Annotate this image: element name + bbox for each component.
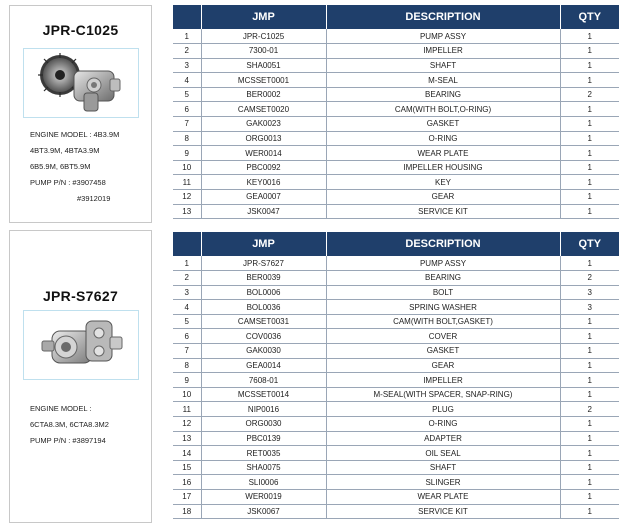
table-row xyxy=(173,431,619,446)
cell-description: IMPELLER xyxy=(326,44,560,59)
table-row xyxy=(173,314,619,329)
table-row xyxy=(173,146,619,161)
cell-qty: 1 xyxy=(560,446,619,461)
cell-qty: 1 xyxy=(560,117,619,132)
cell-jmp: MCSSET0014 xyxy=(201,387,326,402)
cell-description: GEAR xyxy=(326,358,560,373)
product-card-c1025 xyxy=(9,5,152,223)
spec-line: 6B5.9M, 6BT5.9M xyxy=(30,162,91,171)
cell-qty: 1 xyxy=(560,146,619,161)
table-row xyxy=(173,175,619,190)
cell-description: M-SEAL xyxy=(326,73,560,88)
cell-description: ADAPTER xyxy=(326,431,560,446)
col-header-no xyxy=(173,232,201,256)
cell-jmp: CAMSET0031 xyxy=(201,314,326,329)
cell-description: BOLT xyxy=(326,285,560,300)
cell-jmp: JPR-S7627 xyxy=(201,256,326,271)
cell-description: SPRING WASHER xyxy=(326,300,560,315)
cell-description: M-SEAL(WITH SPACER, SNAP-RING) xyxy=(326,387,560,402)
cell-qty: 1 xyxy=(560,358,619,373)
table-body xyxy=(173,256,619,519)
cell-qty: 1 xyxy=(560,314,619,329)
cell-no: 14 xyxy=(173,446,201,461)
cell-jmp: GEA0014 xyxy=(201,358,326,373)
cell-jmp: GAK0030 xyxy=(201,344,326,359)
cell-qty: 1 xyxy=(560,190,619,205)
cell-jmp: BOL0006 xyxy=(201,285,326,300)
cell-no: 4 xyxy=(173,300,201,315)
cell-description: IMPELLER HOUSING xyxy=(326,160,560,175)
col-header-qty: QTY xyxy=(560,5,619,29)
table-row xyxy=(173,402,619,417)
cell-jmp: BOL0036 xyxy=(201,300,326,315)
parts-table-c1025 xyxy=(173,5,619,219)
table-row xyxy=(173,285,619,300)
table-row xyxy=(173,160,619,175)
cell-qty: 1 xyxy=(560,387,619,402)
spec-block xyxy=(30,401,109,449)
cell-description: CAM(WITH BOLT,GASKET) xyxy=(326,314,560,329)
cell-no: 8 xyxy=(173,131,201,146)
cell-jmp: MCSSET0001 xyxy=(201,73,326,88)
cell-jmp: PBC0139 xyxy=(201,431,326,446)
cell-no: 2 xyxy=(173,271,201,286)
cell-qty: 1 xyxy=(560,460,619,475)
cell-jmp: NIP0016 xyxy=(201,402,326,417)
cell-description: PUMP ASSY xyxy=(326,256,560,271)
cell-qty: 1 xyxy=(560,344,619,359)
cell-description: SERVICE KIT xyxy=(326,504,560,519)
pump-photo-s7627 xyxy=(23,310,139,380)
cell-description: BEARING xyxy=(326,87,560,102)
cell-description: SHAFT xyxy=(326,58,560,73)
cell-qty: 1 xyxy=(560,102,619,117)
spec-line: ENGINE MODEL : 4B3.9M xyxy=(30,130,120,139)
cell-description: GEAR xyxy=(326,190,560,205)
cell-description: SLINGER xyxy=(326,475,560,490)
cell-no: 17 xyxy=(173,490,201,505)
cell-no: 6 xyxy=(173,329,201,344)
table-row xyxy=(173,29,619,44)
table-row xyxy=(173,504,619,519)
table-row xyxy=(173,373,619,388)
cell-no: 4 xyxy=(173,73,201,88)
cell-no: 1 xyxy=(173,29,201,44)
cell-jmp: SHA0075 xyxy=(201,460,326,475)
table-row xyxy=(173,87,619,102)
table-row xyxy=(173,460,619,475)
cell-description: OIL SEAL xyxy=(326,446,560,461)
cell-qty: 1 xyxy=(560,44,619,59)
cell-qty: 1 xyxy=(560,58,619,73)
table-row xyxy=(173,256,619,271)
table-row xyxy=(173,344,619,359)
cell-qty: 3 xyxy=(560,300,619,315)
cell-jmp: GEA0007 xyxy=(201,190,326,205)
cell-qty: 1 xyxy=(560,373,619,388)
product-card-s7627 xyxy=(9,230,152,523)
cell-qty: 1 xyxy=(560,160,619,175)
cell-no: 12 xyxy=(173,190,201,205)
cell-qty: 1 xyxy=(560,475,619,490)
product-title: JPR-C1025 xyxy=(42,22,119,38)
spec-line: PUMP P/N : #3897194 xyxy=(30,436,106,445)
cell-no: 5 xyxy=(173,87,201,102)
cell-description: BEARING xyxy=(326,271,560,286)
cell-description: GASKET xyxy=(326,344,560,359)
cell-qty: 1 xyxy=(560,204,619,219)
cell-qty: 1 xyxy=(560,504,619,519)
spec-block xyxy=(30,127,119,207)
cell-no: 11 xyxy=(173,402,201,417)
spec-line: ENGINE MODEL : xyxy=(30,404,92,413)
cell-description: KEY xyxy=(326,175,560,190)
cell-qty: 1 xyxy=(560,73,619,88)
cell-qty: 1 xyxy=(560,131,619,146)
pump-photo-c1025 xyxy=(23,48,139,118)
cell-qty: 2 xyxy=(560,87,619,102)
cell-description: SHAFT xyxy=(326,460,560,475)
cell-qty: 1 xyxy=(560,29,619,44)
col-header-jmp: JMP xyxy=(201,232,326,256)
cell-jmp: ORG0030 xyxy=(201,417,326,432)
cell-description: COVER xyxy=(326,329,560,344)
cell-jmp: 7608-01 xyxy=(201,373,326,388)
table-row xyxy=(173,490,619,505)
parts-table-s7627 xyxy=(173,232,619,519)
cell-qty: 1 xyxy=(560,256,619,271)
cell-qty: 3 xyxy=(560,285,619,300)
table-row xyxy=(173,446,619,461)
col-header-description: DESCRIPTION xyxy=(326,232,560,256)
cell-description: WEAR PLATE xyxy=(326,490,560,505)
cell-description: CAM(WITH BOLT,O-RING) xyxy=(326,102,560,117)
col-header-description: DESCRIPTION xyxy=(326,5,560,29)
cell-no: 9 xyxy=(173,373,201,388)
cell-jmp: SHA0051 xyxy=(201,58,326,73)
table-row xyxy=(173,417,619,432)
table-row xyxy=(173,102,619,117)
cell-no: 12 xyxy=(173,417,201,432)
pump-image xyxy=(24,311,138,379)
cell-jmp: JPR-C1025 xyxy=(201,29,326,44)
table-row xyxy=(173,73,619,88)
table-row xyxy=(173,475,619,490)
cell-no: 1 xyxy=(173,256,201,271)
table-row xyxy=(173,329,619,344)
col-header-no xyxy=(173,5,201,29)
cell-qty: 1 xyxy=(560,431,619,446)
spec-line: 4BT3.9M, 4BTA3.9M xyxy=(30,146,100,155)
cell-no: 9 xyxy=(173,146,201,161)
cell-description: PLUG xyxy=(326,402,560,417)
cell-qty: 1 xyxy=(560,490,619,505)
cell-description: GASKET xyxy=(326,117,560,132)
cell-qty: 2 xyxy=(560,271,619,286)
table-row xyxy=(173,190,619,205)
cell-jmp: SLI0006 xyxy=(201,475,326,490)
cell-no: 13 xyxy=(173,204,201,219)
cell-jmp: COV0036 xyxy=(201,329,326,344)
cell-description: O-RING xyxy=(326,417,560,432)
table-body xyxy=(173,29,619,219)
cell-jmp: RET0035 xyxy=(201,446,326,461)
cell-jmp: 7300-01 xyxy=(201,44,326,59)
cell-description: O-RING xyxy=(326,131,560,146)
cell-no: 2 xyxy=(173,44,201,59)
table-row xyxy=(173,387,619,402)
table-header-row xyxy=(173,5,619,29)
cell-description: IMPELLER xyxy=(326,373,560,388)
cell-description: WEAR PLATE xyxy=(326,146,560,161)
cell-no: 13 xyxy=(173,431,201,446)
cell-no: 3 xyxy=(173,58,201,73)
cell-description: SERVICE KIT xyxy=(326,204,560,219)
cell-no: 18 xyxy=(173,504,201,519)
cell-jmp: WER0019 xyxy=(201,490,326,505)
cell-jmp: WER0014 xyxy=(201,146,326,161)
cell-jmp: KEY0016 xyxy=(201,175,326,190)
cell-no: 8 xyxy=(173,358,201,373)
cell-no: 7 xyxy=(173,117,201,132)
cell-jmp: JSK0047 xyxy=(201,204,326,219)
table-row xyxy=(173,358,619,373)
cell-no: 6 xyxy=(173,102,201,117)
cell-jmp: ORG0013 xyxy=(201,131,326,146)
cell-description: PUMP ASSY xyxy=(326,29,560,44)
cell-qty: 2 xyxy=(560,402,619,417)
cell-jmp: BER0002 xyxy=(201,87,326,102)
cell-jmp: PBC0092 xyxy=(201,160,326,175)
cell-no: 7 xyxy=(173,344,201,359)
spec-line: 6CTA8.3M, 6CTA8.3M2 xyxy=(30,420,109,429)
cell-no: 3 xyxy=(173,285,201,300)
cell-no: 5 xyxy=(173,314,201,329)
table-row xyxy=(173,271,619,286)
cell-qty: 1 xyxy=(560,417,619,432)
spec-line: PUMP P/N : #3907458 xyxy=(30,178,106,187)
cell-no: 10 xyxy=(173,387,201,402)
product-title: JPR-S7627 xyxy=(42,288,119,304)
cell-jmp: CAMSET0020 xyxy=(201,102,326,117)
spec-line: #3912019 xyxy=(77,194,111,203)
pump-image xyxy=(24,49,138,117)
cell-qty: 1 xyxy=(560,175,619,190)
cell-no: 15 xyxy=(173,460,201,475)
cell-no: 10 xyxy=(173,160,201,175)
table-row xyxy=(173,204,619,219)
cell-jmp: BER0039 xyxy=(201,271,326,286)
table-row xyxy=(173,58,619,73)
cell-no: 16 xyxy=(173,475,201,490)
table-header-row xyxy=(173,232,619,256)
col-header-jmp: JMP xyxy=(201,5,326,29)
cell-jmp: GAK0023 xyxy=(201,117,326,132)
table-row xyxy=(173,117,619,132)
cell-no: 11 xyxy=(173,175,201,190)
table-row xyxy=(173,300,619,315)
table-row xyxy=(173,131,619,146)
table-row xyxy=(173,44,619,59)
col-header-qty: QTY xyxy=(560,232,619,256)
cell-jmp: JSK0067 xyxy=(201,504,326,519)
cell-qty: 1 xyxy=(560,329,619,344)
